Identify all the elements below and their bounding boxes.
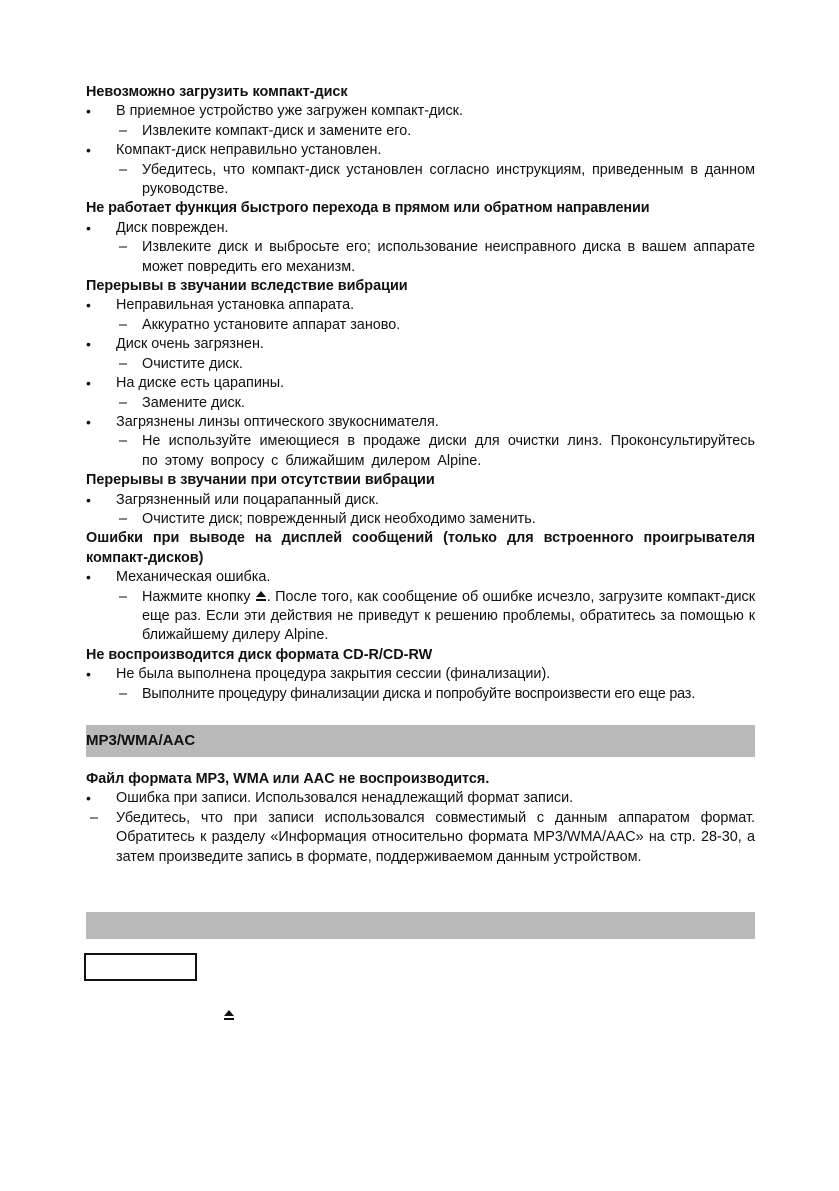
heading-fast-search: Не работает функция быстрого перехода в прямом или обратном направлении: [86, 200, 650, 217]
solution-clean-or-replace: – Очистите диск; поврежденный диск необходимо заменить.: [86, 510, 755, 529]
heading-error-display: Ошибки при выводе на дисплей сообщений (только для встроенного проигрывателя компакт-дисков): [86, 530, 755, 566]
press-eject-text-rest: . После того, как сообщение об ошибке исчезло, загрузите компакт-диск еще раз. Если эти действия не приведут к решению проблемы, обратитесь за помощью к ближайшему дилеру Alpine.: [142, 588, 755, 644]
bullet-dirty-scratched: • Загрязненный или поцарапанный диск.: [86, 491, 755, 510]
solution-press-eject: [86, 588, 755, 646]
empty-box: [84, 953, 197, 981]
bullet-dirty-lens: • Загрязнены линзы оптического звукоснимателя.: [86, 413, 755, 432]
solution-replace-disc: – Замените диск.: [86, 394, 755, 413]
bullet-scratched-disc: • На диске есть царапины.: [86, 374, 755, 393]
bullet-not-finalized: • Не была выполнена процедура закрытия сессии (финализации).: [86, 665, 755, 684]
mp3-section: [86, 770, 755, 867]
section-title-mp3: MP3/WMA/AAC: [86, 732, 196, 749]
bullet-already-loaded: • В приемное устройство уже загружен компакт-диск.: [86, 102, 755, 121]
section-bar-mp3: [86, 725, 755, 757]
bullet-mechanical-error: • Механическая ошибка.: [86, 568, 755, 587]
solution-compatible-format: – Убедитесь, что при записи использовался совместимый с данным аппаратом формат. Обратитесь к разделу «Информация относительно формата MP3/WMA/AAC» на стр. 28-30, а затем произведите запись в формате, поддерживаемом данным устройством.: [86, 809, 755, 867]
solution-check-insert: – Убедитесь, что компакт-диск установлен согласно инструкциям, приведенным в данном руководстве.: [86, 161, 755, 200]
solution-lens-cleaner: – Не используйте имеющиеся в продаже диски для очистки линз. Проконсультируйтесь по этому вопросу с ближайшим дилером Alpine.: [86, 432, 755, 471]
heading-cdr-cdrw: Не воспроизводится диск формата CD-R/CD-RW: [86, 646, 433, 663]
bullet-wrong-insert: • Компакт-диск неправильно установлен.: [86, 141, 755, 160]
press-eject-text: Нажмите кнопку: [142, 588, 251, 605]
solution-finalize: – Выполните процедуру финализации диска и попробуйте воспроизвести его еще раз.: [86, 685, 755, 704]
heading-skip-no-vibration: Перерывы в звучании при отсутствии вибрации: [86, 472, 435, 489]
solution-discard-disc: – Извлеките диск и выбросьте его; использование неисправного диска в вашем аппарате может повредить его механизм.: [86, 238, 755, 277]
bullet-disc-damaged: • Диск поврежден.: [86, 219, 755, 238]
heading-mp3-not-playing: Файл формата MP3, WMA или AAC не воспроизводится.: [86, 771, 490, 787]
troubleshooting-section: [86, 83, 755, 704]
bullet-recording-error: • Ошибка при записи. Использовался ненадлежащий формат записи.: [86, 789, 755, 808]
heading-skip-vibration: Перерывы в звучании вследствие вибрации: [86, 278, 408, 295]
eject-icon: [223, 1009, 235, 1021]
heading-cannot-load: Невозможно загрузить компакт-диск: [86, 84, 348, 100]
solution-reinstall: – Аккуратно установите аппарат заново.: [86, 316, 755, 335]
eject-icon: [255, 590, 267, 602]
solution-eject-replace: – Извлеките компакт-диск и замените его.: [86, 122, 755, 141]
section-bar-empty: [86, 912, 755, 939]
bullet-dirty-disc: • Диск очень загрязнен.: [86, 335, 755, 354]
solution-clean-disc: – Очистите диск.: [86, 355, 755, 374]
bullet-bad-install: • Неправильная установка аппарата.: [86, 296, 755, 315]
